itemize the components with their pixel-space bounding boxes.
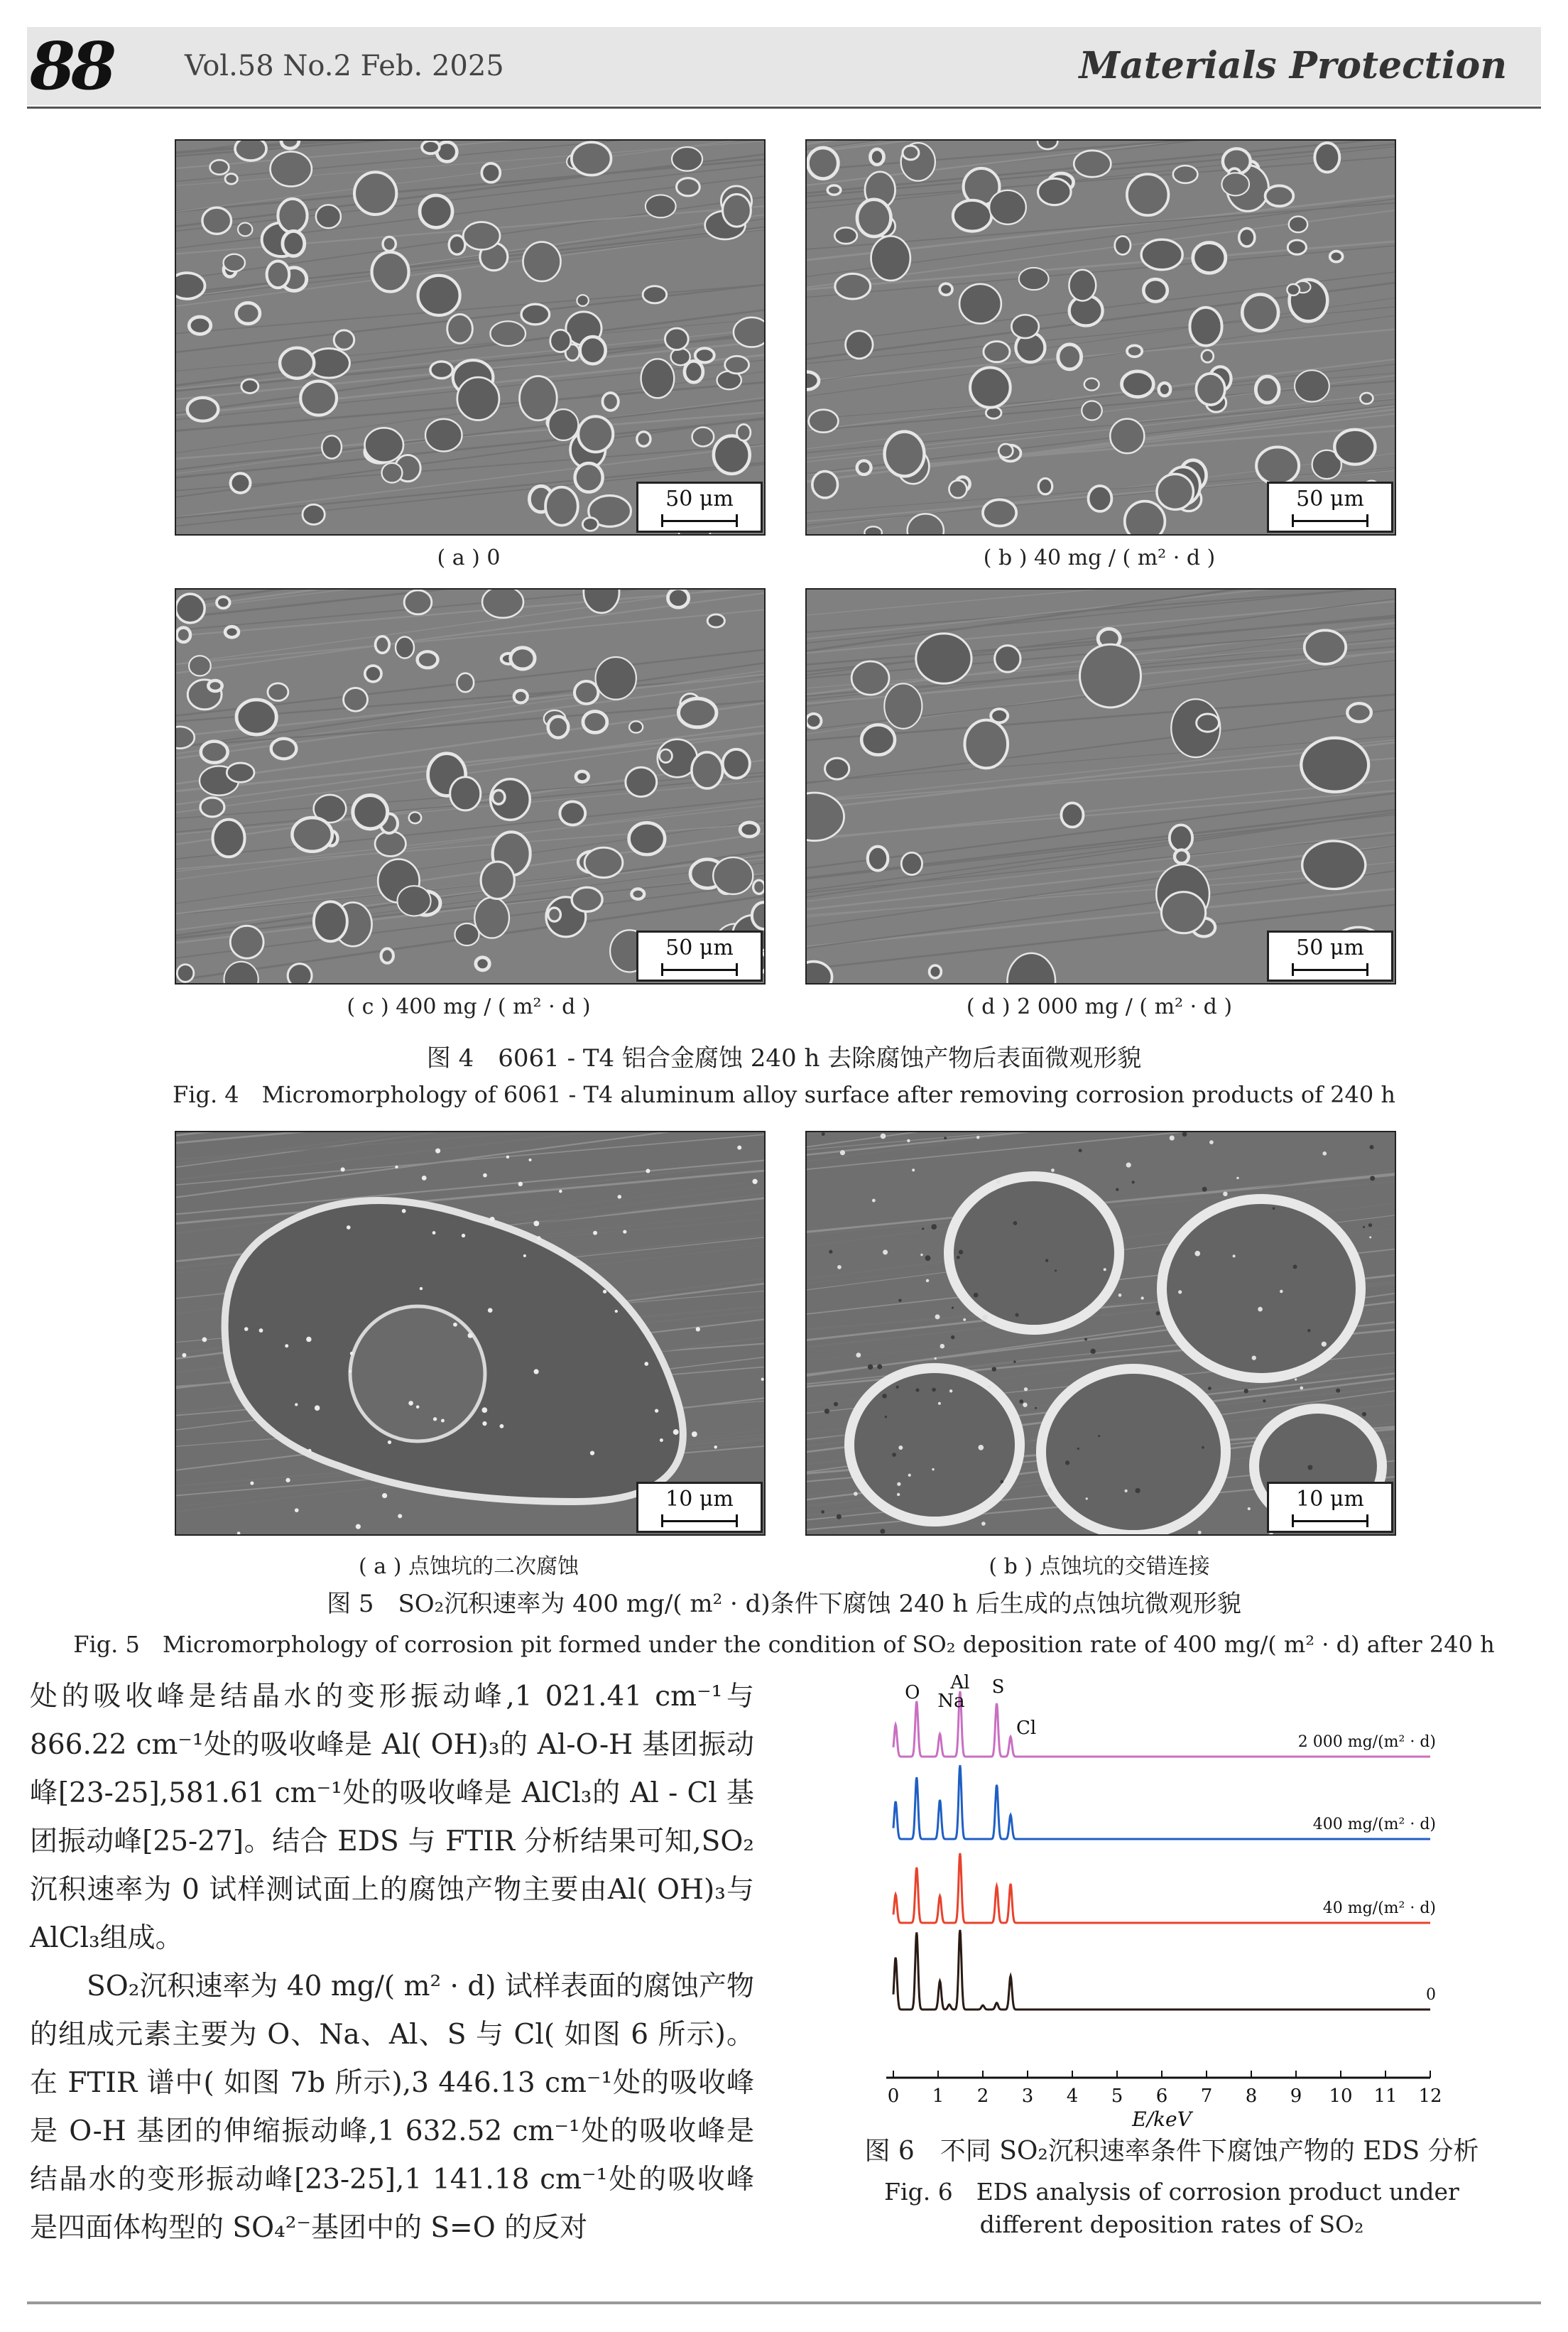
x-tick-label: 8: [1245, 2086, 1258, 2107]
series-line: [893, 1930, 1430, 2010]
x-tick-label: 1: [932, 2086, 944, 2107]
fig4-caption-a: ( a ) 0: [437, 546, 501, 570]
fig5-title-cn: 图 5 SO₂沉积速率为 400 mg/( m² · d)条件下腐蚀 240 h 后生成的点蚀坑微观形貌: [327, 1590, 1241, 1618]
x-tick-label: 0: [887, 2086, 900, 2107]
element-label: Al: [950, 1673, 970, 1693]
page-number: 88: [30, 28, 113, 104]
series-label: 40 mg/(m² · d): [1322, 1899, 1436, 1917]
micrograph-image: [807, 141, 1395, 534]
micrograph-image: [807, 1132, 1395, 1534]
scale-bar: 10 μm: [1267, 1482, 1393, 1533]
x-tick-label: 6: [1155, 2086, 1168, 2107]
micrograph-image: [176, 1132, 764, 1534]
fig4-panel-c: [175, 588, 766, 985]
x-tick-label: 12: [1418, 2086, 1442, 2107]
eds-chart: [873, 1673, 1498, 2127]
micrograph-image: [176, 590, 764, 983]
header-rule: [27, 107, 1541, 109]
x-tick-label: 4: [1066, 2086, 1079, 2107]
fig5-title-en: Fig. 5 Micromorphology of corrosion pit formed under the condition of SO₂ deposition rate of 400 mg/( m² · d) after 240 h: [73, 1631, 1495, 1658]
fig4-title-en: Fig. 4 Micromorphology of 6061 - T4 aluminum alloy surface after removing corrosion products of 240 h: [173, 1081, 1395, 1108]
paragraph-1: 处的吸收峰是结晶水的变形振动峰,1 021.41 cm⁻¹与866.22 cm⁻¹处的吸收峰是 Al( OH)₃的 Al-O-H 基团振动峰[23-25],581.61 cm⁻¹处的吸收峰是 AlCl₃的 Al - Cl 基团振动峰[25-27]。结合 EDS 与 FTIR 分析结果可知,SO₂沉积速率为 0 试样测试面上的腐蚀产物主要由Al( OH)₃与 AlCl₃组成。: [30, 1681, 754, 1954]
element-label: Cl: [1016, 1718, 1037, 1739]
fig4-caption-b: ( b ) 40 mg / ( m² · d ): [983, 546, 1216, 570]
fig5-panel-a: [175, 1131, 766, 1536]
x-tick-label: 9: [1290, 2086, 1302, 2107]
journal-title: Materials Protection: [1079, 44, 1507, 87]
fig4-caption-d: ( d ) 2 000 mg / ( m² · d ): [966, 994, 1233, 1019]
body-text: [30, 1673, 754, 2252]
footer-rule: [27, 2301, 1541, 2304]
fig6-title-en-line1: Fig. 6 EDS analysis of corrosion product under: [884, 2178, 1459, 2206]
x-tick-label: 11: [1373, 2086, 1398, 2107]
series-label: 0: [1426, 1986, 1436, 2004]
x-tick-label: 3: [1021, 2086, 1034, 2107]
paragraph-2: SO₂沉积速率为 40 mg/( m² · d) 试样表面的腐蚀产物的组成元素主要为 O、Na、Al、S 与 Cl( 如图 6 所示)。在 FTIR 谱中( 如图 7b 所示),3 446.13 cm⁻¹处的吸收峰是 O-H 基团的伸缩振动峰,1 632.52 cm⁻¹处的吸收峰是结晶水的变形振动峰[23-25],1 141.18 cm⁻¹处的吸收峰是四面体构型的 SO₄²⁻基团中的 S=O 的反对: [30, 1970, 754, 2244]
fig5-caption-a: ( a ) 点蚀坑的二次腐蚀: [359, 1554, 579, 1579]
element-label: O: [905, 1682, 920, 1703]
fig4-caption-c: ( c ) 400 mg / ( m² · d ): [347, 994, 591, 1019]
series-label: 400 mg/(m² · d): [1312, 1816, 1436, 1833]
fig4-title-cn: 图 4 6061 - T4 铝合金腐蚀 240 h 去除腐蚀产物后表面微观形貌: [426, 1044, 1142, 1073]
fig4-panel-d: [805, 588, 1396, 985]
element-label: Na: [937, 1691, 965, 1712]
scale-bar: 50 μm: [1267, 482, 1393, 533]
x-axis-title: E/keV: [1132, 2108, 1192, 2127]
x-tick-label: 10: [1329, 2086, 1353, 2107]
fig5-panel-b: [805, 1131, 1396, 1536]
fig4-panel-a: [175, 139, 766, 536]
fig6-title-en-line2: different deposition rates of SO₂: [979, 2211, 1364, 2238]
scale-bar: 10 μm: [636, 1482, 763, 1533]
element-label: S: [991, 1676, 1005, 1698]
scale-bar: 50 μm: [636, 482, 763, 533]
fig4-panel-b: [805, 139, 1396, 536]
micrograph-image: [176, 141, 764, 534]
series-label: 2 000 mg/(m² · d): [1297, 1733, 1436, 1751]
scale-bar: 50 μm: [636, 931, 763, 982]
micrograph-image: [807, 590, 1395, 983]
scale-bar: 50 μm: [1267, 931, 1393, 982]
x-tick-label: 5: [1111, 2086, 1123, 2107]
x-tick-label: 7: [1200, 2086, 1213, 2107]
fig6-title-cn: 图 6 不同 SO₂沉积速率条件下腐蚀产物的 EDS 分析: [864, 2137, 1479, 2166]
fig5-caption-b: ( b ) 点蚀坑的交错连接: [989, 1554, 1210, 1579]
volume-info: Vol.58 No.2 Feb. 2025: [185, 50, 504, 82]
x-tick-label: 2: [976, 2086, 989, 2107]
